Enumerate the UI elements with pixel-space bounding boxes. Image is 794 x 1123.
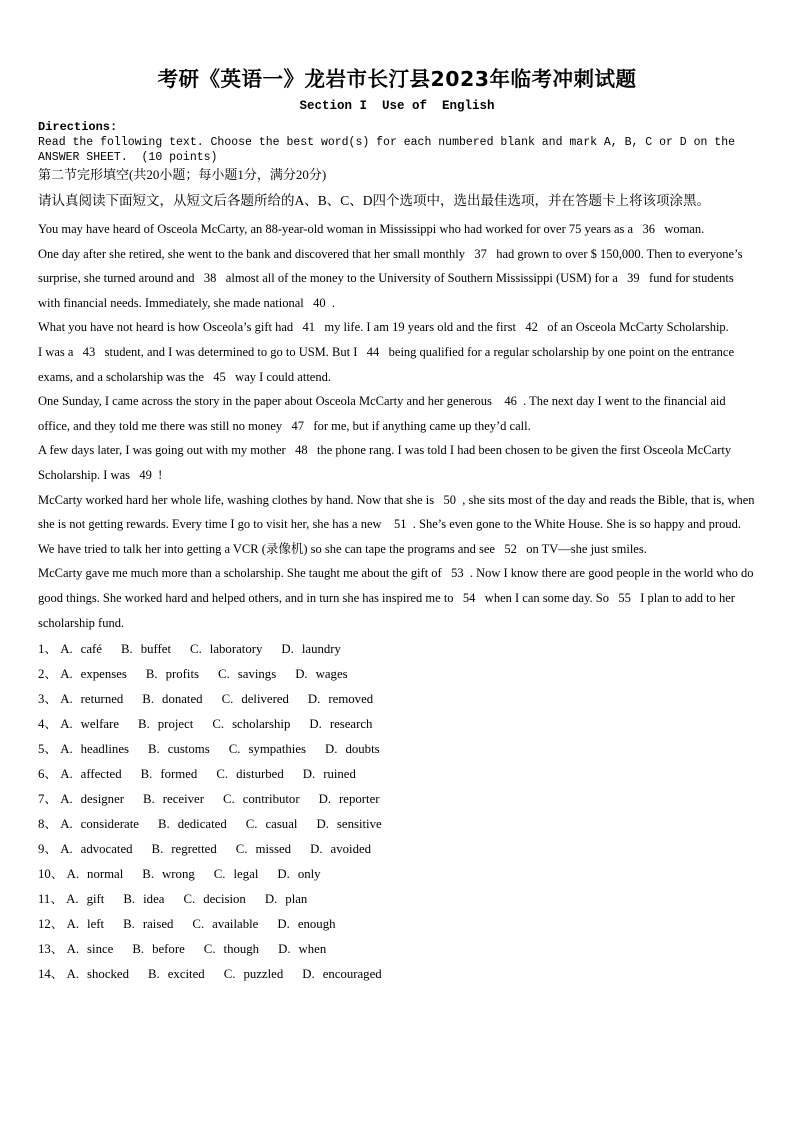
option-letter: A. bbox=[60, 792, 73, 807]
option-letter: D. bbox=[281, 642, 294, 657]
option-letter: D. bbox=[277, 867, 290, 882]
option-text: raised bbox=[142, 917, 174, 932]
option-letter: A. bbox=[66, 867, 80, 882]
option-letter: D. bbox=[302, 967, 315, 982]
option-text: sensitive bbox=[336, 817, 382, 832]
option-letter: A. bbox=[66, 892, 79, 907]
option-letter: C. bbox=[222, 792, 235, 807]
option-d bbox=[265, 892, 308, 906]
question-row bbox=[38, 712, 756, 737]
option-letter: A. bbox=[60, 817, 73, 832]
option-text: laboratory bbox=[209, 642, 263, 657]
option-c bbox=[204, 942, 259, 956]
question-number: 4、 bbox=[38, 717, 58, 732]
passage-paragraph: A few days later, I was going out with my mother 48 the phone rang. I was told I had been chosen to be given the first Osceola McCarty Scholarship. I was 49 ! bbox=[38, 443, 735, 482]
question-number: 6、 bbox=[38, 767, 58, 782]
option-text: removed bbox=[328, 692, 374, 707]
option-letter: D. bbox=[302, 767, 316, 782]
option-text: enough bbox=[297, 917, 336, 932]
page-title: 考研《英语一》龙岩市长汀县2023年临考冲刺试题 bbox=[157, 67, 637, 91]
option-letter: A. bbox=[60, 767, 73, 782]
option-text: considerate bbox=[80, 817, 139, 832]
option-b bbox=[146, 667, 199, 681]
option-letter: D. bbox=[316, 817, 329, 832]
option-d bbox=[277, 867, 320, 881]
option-letter: A. bbox=[60, 842, 73, 857]
option-a bbox=[60, 817, 139, 831]
option-letter: D. bbox=[307, 692, 321, 707]
question-number: 5、 bbox=[38, 742, 58, 757]
option-letter: C. bbox=[228, 742, 241, 757]
option-text: plan bbox=[285, 892, 308, 907]
option-letter: D. bbox=[325, 742, 338, 757]
option-b bbox=[142, 692, 202, 706]
option-a bbox=[60, 667, 127, 681]
option-text: available bbox=[212, 917, 259, 932]
option-text: legal bbox=[233, 867, 259, 882]
option-c bbox=[183, 892, 245, 906]
option-letter: C. bbox=[218, 667, 230, 682]
option-c bbox=[212, 717, 290, 731]
option-c bbox=[190, 642, 262, 656]
option-letter: D. bbox=[318, 792, 332, 807]
question-number: 12、 bbox=[38, 917, 64, 932]
instruction-cn: 请认真阅读下面短文，从短文后各题所给的A、B、C、D四个选项中，选出最佳选项，并在答题卡上将该项涂黑。 bbox=[38, 193, 711, 208]
option-text: project bbox=[157, 717, 194, 732]
option-d bbox=[310, 842, 371, 856]
option-a bbox=[60, 767, 121, 781]
option-text: profits bbox=[165, 667, 200, 682]
option-text: ruined bbox=[323, 767, 356, 782]
option-letter: B. bbox=[157, 817, 170, 832]
passage-paragraph: I was a 43 student, and I was determined to go to USM. But I 44 being qualified for a regular scholarship by one point on the entrance exams, and a scholarship was the 45 way I could attend. bbox=[38, 344, 738, 384]
option-text: customs bbox=[167, 742, 210, 757]
option-b bbox=[138, 717, 193, 731]
option-text: wrong bbox=[162, 867, 195, 882]
question-row bbox=[38, 887, 756, 912]
option-b bbox=[143, 792, 204, 806]
option-c bbox=[216, 767, 283, 781]
option-text: receiver bbox=[162, 792, 204, 807]
question-number: 1、 bbox=[38, 642, 58, 657]
option-text: shocked bbox=[87, 967, 129, 982]
question-row bbox=[38, 862, 756, 887]
option-text: excited bbox=[167, 967, 205, 982]
option-letter: B. bbox=[147, 742, 160, 757]
option-text: buffet bbox=[140, 642, 172, 657]
question-number: 14、 bbox=[38, 967, 64, 982]
option-letter: C. bbox=[190, 642, 202, 657]
option-text: normal bbox=[87, 867, 124, 882]
option-text: savings bbox=[237, 667, 277, 682]
option-c bbox=[214, 867, 259, 881]
option-d bbox=[295, 667, 347, 681]
option-d bbox=[277, 917, 335, 931]
question-number: 11、 bbox=[38, 892, 64, 907]
option-b bbox=[158, 817, 227, 831]
option-letter: D. bbox=[310, 842, 323, 857]
option-letter: D. bbox=[278, 942, 291, 957]
option-text: only bbox=[297, 867, 321, 882]
option-letter: A. bbox=[66, 942, 80, 957]
option-b bbox=[148, 967, 205, 981]
option-letter: C. bbox=[192, 917, 205, 932]
option-a bbox=[67, 867, 124, 881]
option-text: regretted bbox=[171, 842, 217, 857]
passage-paragraph: What you have not heard is how Osceola’s gift had 41 my life. I am 19 years old and the first 42 of an Osceola McCarty Scholarship. bbox=[38, 320, 729, 335]
option-letter: D. bbox=[295, 667, 308, 682]
option-text: since bbox=[87, 942, 114, 957]
option-text: missed bbox=[255, 842, 292, 857]
option-text: puzzled bbox=[243, 967, 284, 982]
option-letter: A. bbox=[60, 692, 73, 707]
option-text: laundry bbox=[301, 642, 341, 657]
option-letter: C. bbox=[235, 842, 248, 857]
option-text: left bbox=[87, 917, 105, 932]
option-letter: A. bbox=[66, 967, 80, 982]
option-a bbox=[66, 892, 104, 906]
question-number: 7、 bbox=[38, 792, 58, 807]
option-letter: B. bbox=[142, 692, 155, 707]
option-b bbox=[148, 742, 210, 756]
option-letter: B. bbox=[151, 842, 164, 857]
question-row bbox=[38, 662, 756, 687]
option-text: returned bbox=[80, 692, 124, 707]
option-text: advocated bbox=[80, 842, 133, 857]
option-letter: A. bbox=[60, 717, 73, 732]
option-letter: D. bbox=[277, 917, 290, 932]
passage-paragraph: McCarty worked hard her whole life, washing clothes by hand. Now that she is 50 , she sits most of the day and reads the Bible, that is, when she is not getting rewards. Every time I go to visit her, she has a new 51 . She’s even gone to the White House. She is so happy and proud. We have tried to talk her into getting a VCR (录像机) so she can tape the programs and see 52 on TV—she just smiles. bbox=[38, 492, 758, 556]
option-b bbox=[132, 942, 184, 956]
option-text: gift bbox=[86, 892, 105, 907]
option-letter: B. bbox=[142, 867, 155, 882]
option-d bbox=[308, 692, 373, 706]
option-letter: C. bbox=[212, 717, 225, 732]
option-a bbox=[60, 742, 129, 756]
option-text: decision bbox=[203, 892, 246, 907]
option-b bbox=[152, 842, 217, 856]
option-letter: B. bbox=[138, 717, 150, 732]
option-text: dedicated bbox=[177, 817, 227, 832]
question-number: 13、 bbox=[38, 942, 64, 957]
option-letter: C. bbox=[223, 967, 236, 982]
option-c bbox=[222, 692, 289, 706]
option-b bbox=[121, 642, 171, 656]
option-text: avoided bbox=[330, 842, 372, 857]
passage-paragraph: McCarty gave me much more than a scholarship. She taught me about the gift of 53 . Now I know there are good people in the world who do good things. She worked hard and helped others, and in turn she has inspired me to 54 when I can some day. So 55 I plan to add to her scholarship fund. bbox=[38, 566, 757, 630]
option-text: before bbox=[152, 942, 185, 957]
option-a bbox=[60, 842, 132, 856]
question-number: 2、 bbox=[38, 667, 58, 682]
option-d bbox=[303, 767, 356, 781]
cloze-passage bbox=[38, 217, 756, 635]
option-text: reporter bbox=[339, 792, 380, 807]
option-letter: B. bbox=[147, 967, 160, 982]
option-c bbox=[218, 667, 276, 681]
option-a bbox=[67, 917, 105, 931]
option-a bbox=[67, 967, 129, 981]
directions-body: Read the following text. Choose the best word(s) for each numbered blank and mark A, B, C or D on the ANSWER SHEET. (10 points) bbox=[38, 136, 742, 164]
question-row bbox=[38, 762, 756, 787]
option-letter: B. bbox=[123, 917, 135, 932]
option-letter: C. bbox=[203, 942, 216, 957]
option-text: affected bbox=[80, 767, 122, 782]
option-text: delivered bbox=[241, 692, 289, 707]
option-letter: B. bbox=[120, 642, 133, 657]
option-b bbox=[123, 892, 164, 906]
option-text: doubts bbox=[345, 742, 380, 757]
question-number: 9、 bbox=[38, 842, 58, 857]
option-letter: A. bbox=[60, 742, 73, 757]
question-row bbox=[38, 937, 756, 962]
option-letter: B. bbox=[123, 892, 136, 907]
option-letter: A. bbox=[66, 917, 80, 932]
option-c bbox=[192, 917, 258, 931]
option-text: expenses bbox=[80, 667, 127, 682]
option-letter: A. bbox=[60, 642, 73, 657]
option-letter: D. bbox=[264, 892, 278, 907]
option-b bbox=[142, 867, 194, 881]
option-text: wages bbox=[315, 667, 348, 682]
option-c bbox=[224, 967, 284, 981]
option-text: encouraged bbox=[322, 967, 382, 982]
option-letter: B. bbox=[140, 767, 153, 782]
option-a bbox=[60, 717, 119, 731]
option-a bbox=[67, 942, 114, 956]
question-row bbox=[38, 787, 756, 812]
option-letter: C. bbox=[183, 892, 196, 907]
option-a bbox=[60, 642, 102, 656]
option-text: research bbox=[329, 717, 373, 732]
option-a bbox=[60, 692, 123, 706]
option-text: formed bbox=[160, 767, 198, 782]
question-list bbox=[38, 637, 756, 987]
option-a bbox=[60, 792, 124, 806]
option-c bbox=[223, 792, 300, 806]
option-b bbox=[141, 767, 198, 781]
option-d bbox=[302, 967, 381, 981]
option-letter: A. bbox=[60, 667, 73, 682]
passage-paragraph: One day after she retired, she went to the bank and discovered that her small monthly 37 had grown to over $ 150,000. Then to everyone’s surprise, she turned around and 38 almost all of the money to the University of Southern Mississippi (USM) for a 39 fund for students with financial needs. Immediately, she made national 40 . bbox=[38, 246, 746, 310]
question-row bbox=[38, 837, 756, 862]
option-text: though bbox=[223, 942, 260, 957]
option-letter: C. bbox=[213, 867, 226, 882]
option-c bbox=[236, 842, 291, 856]
option-d bbox=[281, 642, 341, 656]
option-text: idea bbox=[143, 892, 165, 907]
option-letter: B. bbox=[145, 667, 158, 682]
option-d bbox=[309, 717, 372, 731]
question-row bbox=[38, 687, 756, 712]
question-row bbox=[38, 637, 756, 662]
option-text: headlines bbox=[80, 742, 129, 757]
option-text: casual bbox=[265, 817, 298, 832]
directions-label: Directions: bbox=[38, 120, 118, 134]
question-row bbox=[38, 737, 756, 762]
section-note: 第二节完形填空(共20小题；每小题1分，满分20分) bbox=[38, 167, 327, 182]
option-letter: B. bbox=[143, 792, 155, 807]
question-number: 3、 bbox=[38, 692, 58, 707]
option-b bbox=[123, 917, 173, 931]
option-text: designer bbox=[80, 792, 125, 807]
option-letter: C. bbox=[245, 817, 258, 832]
question-number: 10、 bbox=[38, 867, 64, 882]
option-text: sympathies bbox=[248, 742, 307, 757]
option-text: when bbox=[298, 942, 327, 957]
option-letter: D. bbox=[309, 717, 322, 732]
option-d bbox=[319, 792, 380, 806]
passage-paragraph: You may have heard of Osceola McCarty, an 88-year-old woman in Mississippi who had worked for over 75 years as a 36 woman. bbox=[38, 222, 705, 236]
option-text: contributor bbox=[242, 792, 300, 807]
option-d bbox=[325, 742, 380, 756]
option-text: scholarship bbox=[232, 717, 291, 732]
option-d bbox=[316, 817, 381, 831]
option-text: café bbox=[80, 642, 102, 657]
option-c bbox=[229, 742, 306, 756]
option-d bbox=[278, 942, 326, 956]
question-number: 8、 bbox=[38, 817, 58, 832]
option-letter: B. bbox=[132, 942, 145, 957]
question-row bbox=[38, 962, 756, 987]
question-row bbox=[38, 912, 756, 937]
section-heading: Section I Use of English bbox=[299, 99, 495, 113]
option-letter: C. bbox=[216, 767, 229, 782]
option-text: disturbed bbox=[236, 767, 284, 782]
question-row bbox=[38, 812, 756, 837]
option-c bbox=[246, 817, 298, 831]
option-letter: C. bbox=[221, 692, 234, 707]
passage-paragraph: One Sunday, I came across the story in the paper about Osceola McCarty and her generous 46 . The next day I went to the financial aid office, and they told me there was still no money 47 for me, but if anything came up they’d call. bbox=[38, 394, 729, 433]
option-text: welfare bbox=[80, 717, 120, 732]
option-text: donated bbox=[162, 692, 203, 707]
